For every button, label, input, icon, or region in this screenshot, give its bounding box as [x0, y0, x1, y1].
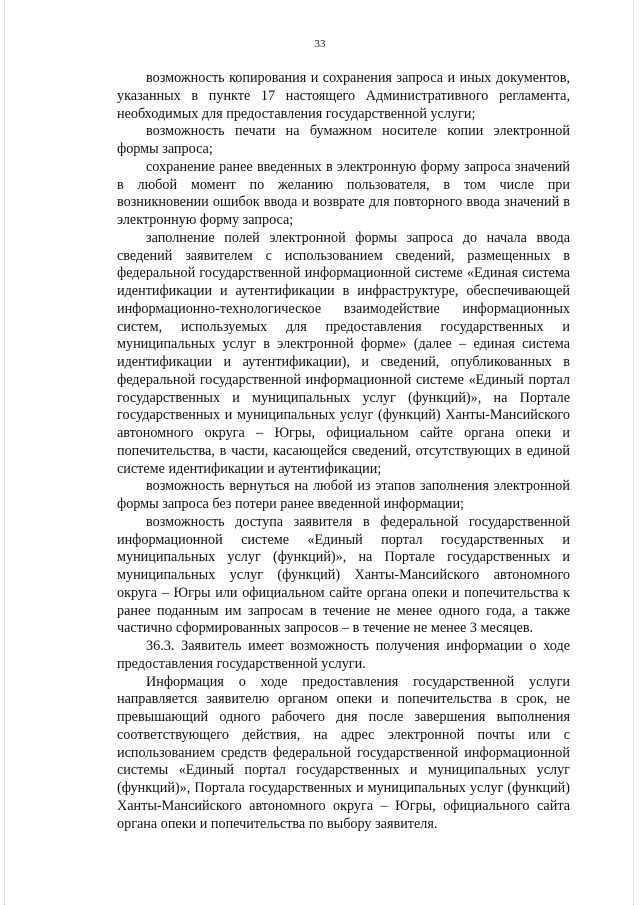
paragraph-copy-save-request: возможность копирования и сохранения запроса и иных документов, указанных в пункте 17 настоящего Административного регламента, необходимых для предоставления государственной услуги;: [117, 70, 570, 122]
paragraph-print-copy: возможность печати на бумажном носителе копии электронной формы запроса;: [117, 123, 570, 157]
page-number: 33: [314, 38, 326, 50]
paragraph-section-36-3: 36.3. Заявитель имеет возможность получения информации о ходе предоставления государственной услуги.: [117, 638, 570, 672]
document-body: [117, 70, 570, 833]
right-edge-margin-mark: [633, 0, 636, 905]
paragraph-access-previous-requests: возможность доступа заявителя в федеральной государственной информационной системе «Единый портал государственных и муниципальных услуг (функций)», на Портале государственных и муниципальных услуг (функций) Ханты-Мансийского автономного округа – Югры или официальном сайте органа опеки и попечительства к ранее поданным им запросам в течение не менее одного года, а также частично сформированных запросов – в течение не менее 3 месяцев.: [117, 513, 570, 637]
paragraph-progress-information: Информация о ходе предоставления государственной услуги направляется заявителю органом опеки и попечительства в срок, не превышающий одного рабочего дня после завершения выполнения соответствующего действия, на адрес электронной почты или с использованием средств федеральной государственной информационной системы «Единый портал государственных и муниципальных услуг (функций)», Портала государственных и муниципальных услуг (функций) Ханты-Мансийского автономного округа – Югры, официального сайта органа опеки и попечительства по выбору заявителя.: [117, 673, 570, 832]
paragraph-prefill-fields: заполнение полей электронной формы запроса до начала ввода сведений заявителем с использованием сведений, размещенных в федеральной государственной информационной системе «Единая система идентификации и аутентификации в инфраструктуре, обеспечивающей информационно-технологическое взаимодействие информационных систем, используемых для предоставления государственных и муниципальных услуг в электронной форме» (далее – единая система идентификации и аутентификации), и сведений, опубликованных в федеральной государственной информационной системе «Единый портал государственных и муниципальных услуг (функций)», на Портале государственных и муниципальных услуг (функций) Ханты-Мансийского автономного округа – Югры, официальном сайте органа опеки и попечительства, в части, касающейся сведений, отсутствующих в единой системе идентификации и аутентификации;: [117, 229, 570, 477]
paragraph-return-to-step: возможность вернуться на любой из этапов заполнения электронной формы запроса без потери ранее введенной информации;: [117, 478, 570, 512]
paragraph-save-entered-values: сохранение ранее введенных в электронную форму запроса значений в любой момент по желанию пользователя, в том числе при возникновении ошибок ввода и возврате для повторного ввода значений в электронную форму запроса;: [117, 158, 570, 228]
left-edge-margin-mark: [4, 0, 7, 905]
